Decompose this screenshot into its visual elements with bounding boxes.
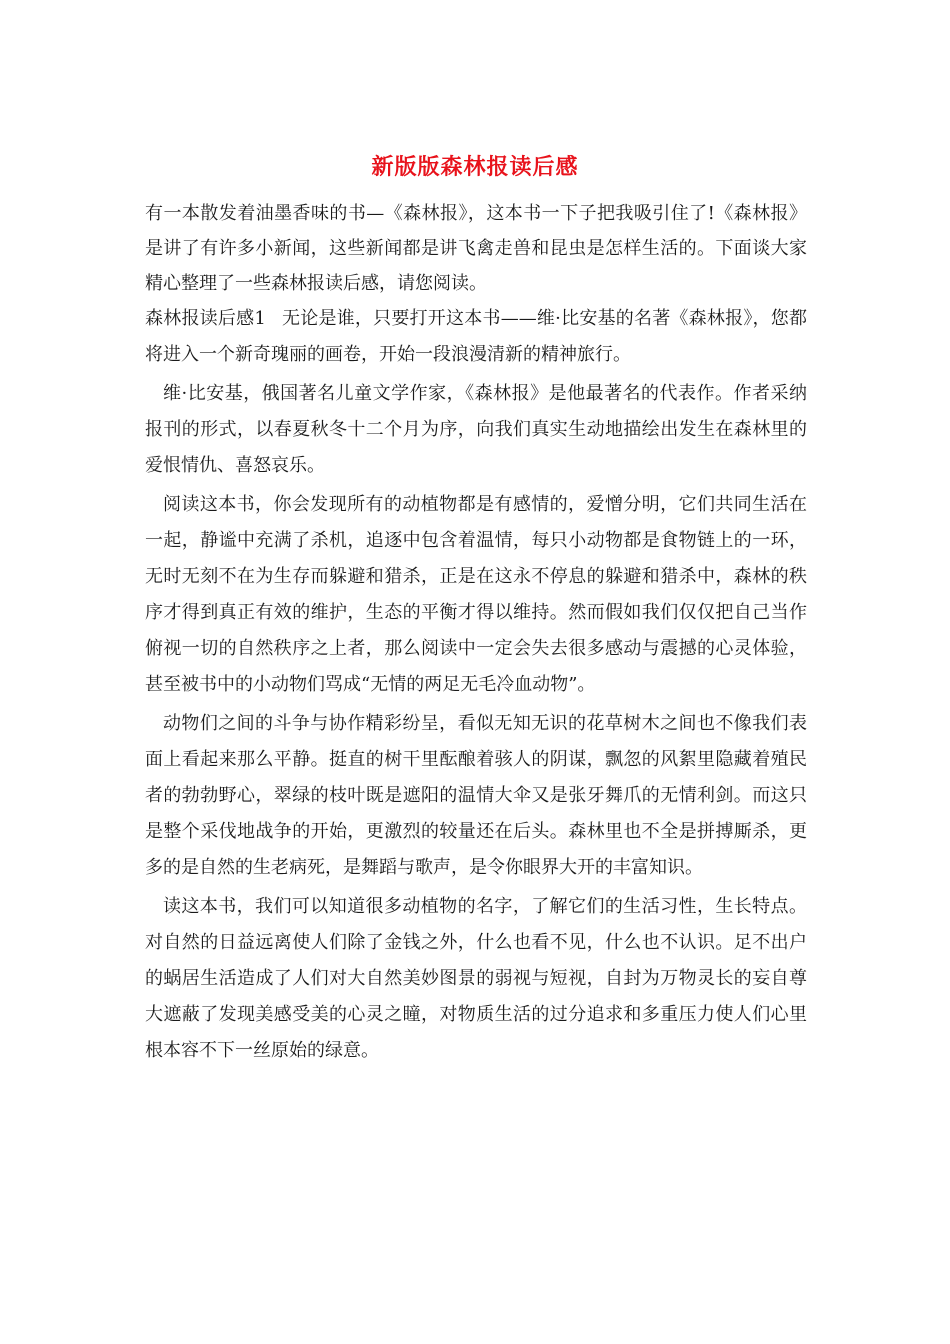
document-body — [145, 196, 807, 1069]
body-paragraph-1: 维·比安基，俄国著名儿童文学作家，《森林报》是他最著名的代表作。作者采纳报刊的形式，以春夏秋冬十二个月为序，向我们真实生动地描绘出发生在森林里的爱恨情仇、喜怒哀乐。 — [145, 383, 807, 476]
body-paragraph-2: 阅读这本书，你会发现所有的动植物都是有感情的，爱憎分明，它们共同生活在一起，静谧中充满了杀机，追逐中包含着温情，每只小动物都是食物链上的一环，无时无刻不在为生存而躲避和猎杀，正是在这永不停息的躲避和猎杀中，森林的秩序才得到真正有效的维护，生态的平衡才得以维持。然而假如我们仅仅把自己当作俯视一切的自然秩序之上者，那么阅读中一定会失去很多感动与震撼的心灵体验，甚至被书中的小动物们骂成“无情的两足无毛冷血动物”。 — [145, 494, 807, 695]
intro-paragraph: 有一本散发着油墨香味的书—《森林报》，这本书一下子把我吸引住了!《森林报》是讲了有许多小新闻，这些新闻都是讲飞禽走兽和昆虫是怎样生活的。下面谈大家精心整理了一些森林报读后感，请您阅读。 — [145, 203, 807, 294]
body-paragraph-3: 动物们之间的斗争与协作精彩纷呈，看似无知无识的花草树木之间也不像我们表面上看起来那么平静。挺直的树干里酝酿着骇人的阴谋，飘忽的风絮里隐藏着殖民者的勃勃野心，翠绿的枝叶既是遮阳的温情大伞又是张牙舞爪的无情利剑。而这只是整个采伐地战争的开始，更激烈的较量还在后头。森林里也不全是拼搏厮杀，更多的是自然的生老病死，是舞蹈与歌声，是令你眼界大开的丰富知识。 — [145, 713, 807, 878]
section-first-paragraph — [145, 301, 807, 373]
section-first-text: 无论是谁，只要打开这本书——维·比安基的名著《森林报》，您都将进入一个新奇瑰丽的画卷，开始一段浪漫清新的精神旅行。 — [145, 308, 808, 365]
section-title: 森林报读后感1 — [145, 308, 266, 329]
document-title: 新版版森林报读后感 — [371, 154, 579, 180]
body-paragraph-4: 读这本书，我们可以知道很多动植物的名字，了解它们的生活习性，生长特点。对自然的日益远离使人们除了金钱之外，什么也看不见，什么也不认识。足不出户的蜗居生活造成了人们对大自然美妙图景的弱视与短视，自封为万物灵长的妄自尊大遮蔽了发现美感受美的心灵之瞳，对物质生活的过分追求和多重压力使人们心里根本容不下一丝原始的绿意。 — [145, 896, 807, 1061]
